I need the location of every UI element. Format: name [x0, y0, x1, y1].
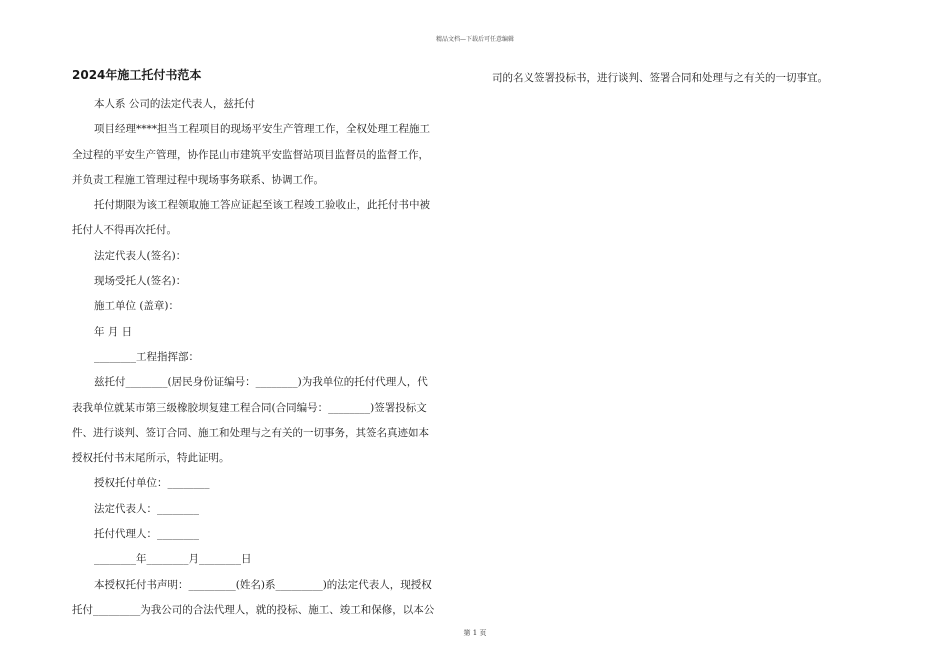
body-text-line: 托付人不得再次托付。	[72, 224, 177, 237]
body-text-line: 兹托付________(居民身份证编号：________)为我单位的托付代理人，代	[94, 376, 428, 389]
body-text-line: 司的名义签署投标书，进行谈判、签署合同和处理与之有关的一切事宜。	[492, 72, 828, 84]
body-text-line: 托付_________为我公司的合法代理人，就的投标、施工、竣工和保修，以本公	[72, 603, 435, 616]
body-text-line: 本授权托付书声明：_________(姓名)系_________)的法定代表人，现授权	[94, 578, 432, 591]
page-number: 第 1 页	[463, 629, 487, 637]
left-column	[72, 66, 464, 623]
body-text-line: 现场受托人(签名)：	[94, 275, 187, 288]
right-column-body	[492, 66, 884, 91]
body-text-line: 托付期限为该工程领取施工答应证起至该工程竣工验收止，此托付书中被	[94, 199, 430, 212]
body-text-line: 授权托付书末尾所示，特此证明。	[72, 452, 230, 465]
left-column-body	[72, 92, 464, 623]
body-text-line: 施工单位 (盖章)：	[94, 300, 180, 313]
body-text-line: 件、进行谈判、签订合同、施工和处理与之有关的一切事务，其签名真迹如本	[72, 426, 429, 439]
body-text-line: 全过程的平安生产管理，协作昆山市建筑平安监督站项目监督员的监督工作，	[72, 148, 429, 161]
body-text-line: ________工程指挥部：	[94, 350, 199, 363]
body-text-line: 授权托付单位：________	[94, 477, 210, 490]
body-text-line: 并负责工程施工管理过程中现场事务联系、协调工作。	[72, 173, 324, 186]
body-text-line: ________年________月________日	[94, 553, 252, 566]
body-text-line: 表我单位就某市第三级橡胶坝复建工程合同(合同编号：________)签署投标文	[72, 401, 427, 414]
body-text-line: 法定代表人(签名)：	[94, 249, 187, 262]
right-column	[492, 66, 884, 91]
body-text-line: 本人系 公司的法定代表人，兹托付	[94, 98, 255, 110]
body-text-line: 托付代理人：________	[94, 528, 199, 541]
body-text-line: 年 月 日	[94, 325, 133, 338]
body-text-line: 法定代表人：________	[94, 502, 199, 515]
document-title: 2024年施工托付书范本	[72, 68, 202, 82]
page-header-note: 精品文档—下载后可任意编辑	[435, 36, 514, 43]
body-text-line: 项目经理****担当工程项目的现场平安生产管理工作，全权处理工程施工	[94, 123, 430, 136]
